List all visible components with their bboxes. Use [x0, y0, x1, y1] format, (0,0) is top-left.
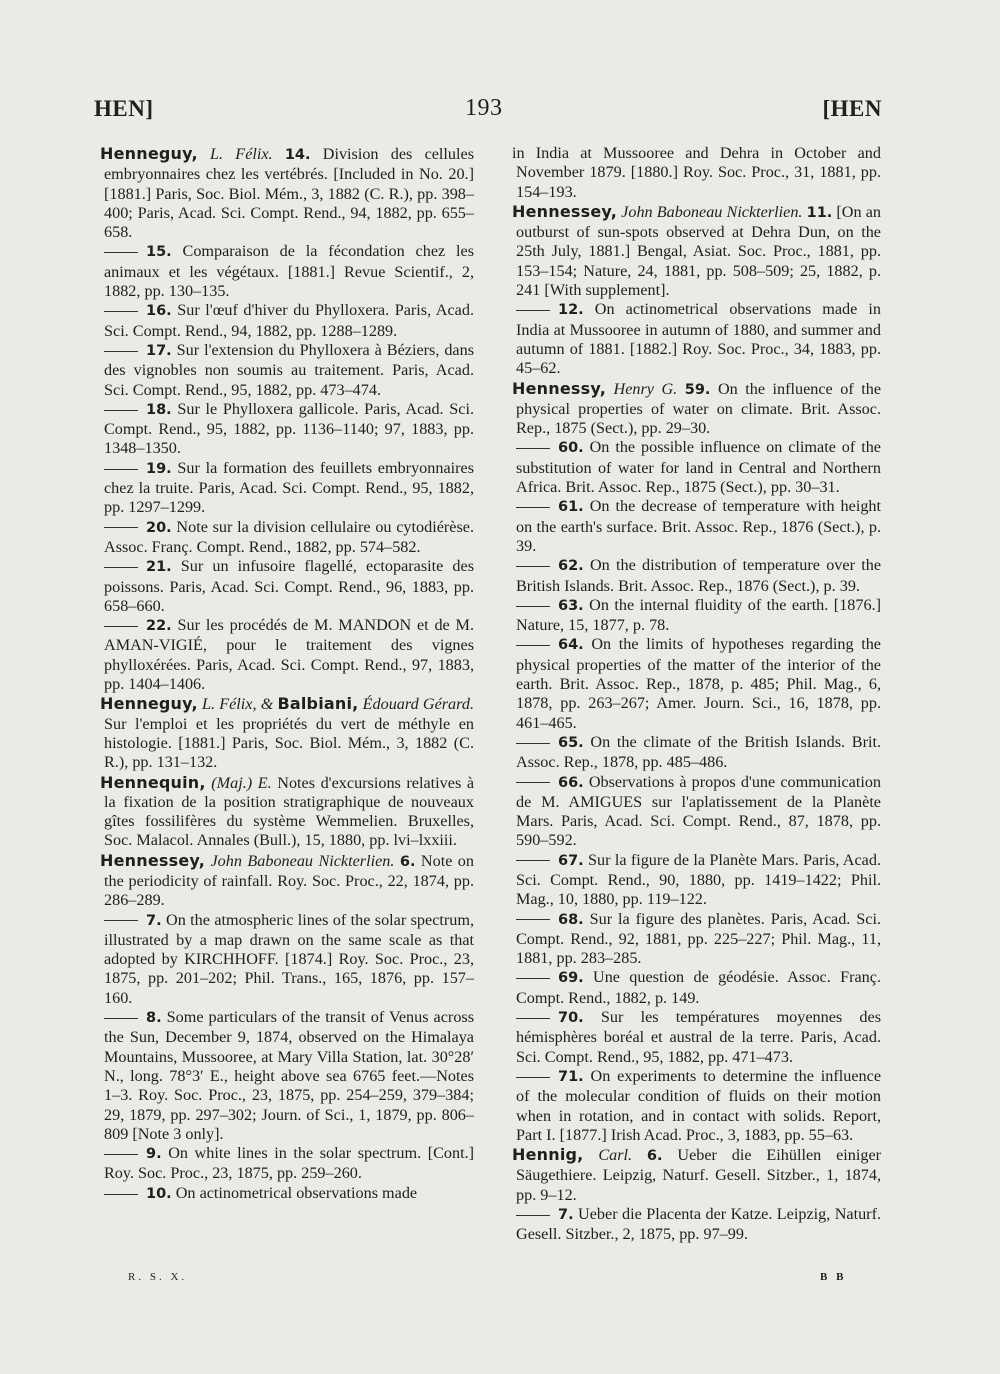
bibliography-entry — [512, 1145, 881, 1205]
entry-text: On white lines in the solar spectrum. [Cont.] Roy. Soc. Proc., 23, 1875, pp. 259–260. — [104, 1144, 474, 1183]
bibliography-entry — [512, 379, 881, 439]
ditto-dash — [104, 351, 138, 352]
author-given-name: John Baboneau Nickterlien. — [210, 851, 395, 870]
ditto-dash — [516, 1215, 550, 1216]
entry-text: [On an outburst of sun-spots observed at Dehra Dun, on the 25th July, 1881.] Bengal, Asiat. Soc. Proc., 1881, pp. 153–154; Nature, 24, 1881, pp. 508–509; 25, 1882, p. 241 [With supplement]. — [516, 202, 881, 300]
bibliography-entry — [512, 497, 881, 556]
entry-number: 17. — [146, 342, 172, 359]
author-given-name: L. Félix, & — [201, 695, 274, 714]
ditto-dash — [516, 1077, 550, 1078]
bibliography-entry — [100, 301, 474, 341]
bibliography-entry — [512, 773, 881, 851]
bibliography-entry — [512, 438, 881, 497]
ditto-dash — [104, 1154, 138, 1155]
ditto-dash — [516, 743, 550, 744]
bibliography-entry — [512, 968, 881, 1008]
entry-text: Sur les procédés de M. MANDON et de M. AMAN-VIGIÉ, pour le traitement des vignes phylloxérées. Paris, Acad. Sci. Compt. Rend., 97, 1883, pp. 1404–1406. — [104, 616, 475, 694]
entry-text: On the limits of hypotheses regarding the physical properties of the matter of the interior of the earth. Brit. Assoc. Rep., 1878, p. 485; Phil. Mag., 6, 1878, pp. 263–267; Amer. Journ. Sci., 16, 1878, pp. 461–465. — [516, 635, 881, 732]
author-given-name: John Baboneau Nickterlien. — [621, 202, 803, 221]
entry-number: 66. — [558, 774, 584, 791]
entry-number: 69. — [558, 970, 584, 987]
entry-number: 8. — [146, 1010, 162, 1027]
entry-number: 7. — [558, 1207, 574, 1224]
entry-number: 71. — [558, 1068, 584, 1085]
entry-text: On the influence of the physical properties of water on climate. Brit. Assoc. Rep., 1875 (Sect.), pp. 29–30. — [516, 379, 882, 438]
bibliography-entry — [512, 851, 881, 910]
page-number: 193 — [465, 95, 503, 121]
entry-number: 70. — [558, 1010, 584, 1027]
ditto-dash — [104, 252, 138, 253]
entry-number: 60. — [558, 440, 584, 457]
bibliography-entry — [100, 1184, 474, 1204]
entry-text: Some particulars of the transit of Venus across the Sun, December 9, 1874, observed on the Himalaya Mountains, Mussooree, at Mary Villa Station, lat. 30°28′ N., long. 78°3′ E., height above sea 6765 feet.—Notes 1–3. Roy. Soc. Proc., 23, 1875, pp. 254–259, 379–384; 29, 1879, pp. 297–302; Journ. of Sci., 1, 1879, pp. 806–809 [Note 3 only]. — [104, 1008, 475, 1143]
author-name: Balbiani, — [277, 694, 359, 714]
author-name: Henneguy, — [100, 694, 198, 714]
ditto-dash — [516, 448, 550, 449]
entry-text: Ueber die Placenta der Katze. Leipzig, Naturf. Gesell. Sitzber., 2, 1875, pp. 97–99. — [516, 1205, 882, 1244]
entry-number: 10. — [146, 1185, 172, 1202]
bibliography-entry — [512, 300, 881, 378]
ditto-dash — [516, 860, 550, 861]
right-column — [512, 144, 881, 1245]
entry-text: On experiments to determine the influence of the molecular condition of fluids on their motion when in rotation, and in contact with solids. Report, Part I. [1877.] Irish Acad. Proc., 3, 1883, pp. 55–63. — [516, 1066, 882, 1144]
entry-text: Une question de géodésie. Assoc. Franç. Compt. Rend., 1882, p. 149. — [516, 968, 882, 1007]
footer-signature: R. S. X. — [128, 1271, 188, 1283]
entry-number: 62. — [558, 558, 584, 575]
entry-text: Sur le Phylloxera gallicole. Paris, Acad. Sci. Compt. Rend., 95, 1882, pp. 1136–1140; 97, 1883, pp. 1348–1350. — [104, 399, 475, 458]
entry-number: 59. — [684, 381, 711, 398]
author-name: Hennessey, — [100, 850, 206, 870]
bibliography-entry — [512, 733, 881, 773]
ditto-dash — [516, 1018, 550, 1019]
entry-number: 11. — [806, 204, 833, 221]
left-column — [100, 144, 474, 1204]
entry-text: Note on the periodicity of rainfall. Roy. Soc. Proc., 22, 1874, pp. 286–289. — [104, 851, 474, 910]
ditto-dash — [104, 920, 138, 921]
entry-text: Sur la figure de la Planète Mars. Paris, Acad. Sci. Compt. Rend., 90, 1880, pp. 1419–1422; Phil. Mag., 10, 1880, pp. 119–122. — [516, 850, 881, 909]
entry-number: 16. — [146, 303, 172, 320]
entry-text: On the internal fluidity of the earth. [1876.] Nature, 15, 1877, p. 78. — [516, 595, 882, 635]
entry-text: Sur la figure des planètes. Paris, Acad. Sci. Compt. Rend., 92, 1881, pp. 225–227; Phil. Mag., 11, 1881, pp. 283–285. — [516, 909, 881, 968]
entry-text: On the climate of the British Islands. Brit. Assoc. Rep., 1878, pp. 485–486. — [516, 732, 882, 772]
bibliography-entry — [100, 518, 474, 558]
ditto-dash — [104, 311, 138, 312]
author-name: Hennig, — [512, 1145, 584, 1165]
entry-number: 61. — [558, 499, 584, 516]
ditto-dash — [516, 606, 550, 607]
ditto-dash — [104, 469, 138, 470]
entry-text: On the decrease of temperature with height on the earth's surface. Brit. Assoc. Rep., 1876 (Sect.), p. 39. — [516, 497, 882, 555]
author-name: Henneguy, — [100, 144, 198, 163]
entry-text: in India at Mussooree and Dehra in October and November 1879. [1880.] Roy. Soc. Proc., 31, 1881, pp. 154–193. — [512, 144, 881, 201]
bibliography-entry — [512, 1067, 881, 1145]
entry-text: On actinometrical observations made — [175, 1183, 418, 1202]
bibliography-entry — [100, 1008, 474, 1144]
bibliography-entry — [512, 635, 881, 732]
bibliography-entry — [100, 773, 474, 851]
entry-text: On the atmospheric lines of the solar spectrum, illustrated by a map drawn on the same scale as that adopted by KIRCHHOFF. [1874.] Roy. Soc. Proc., 23, 1875, pp. 201–202; Phil. Trans., 165, 1876, pp. 157–160. — [104, 910, 475, 1007]
entry-number: 20. — [146, 519, 172, 536]
entry-number: 6. — [646, 1148, 663, 1165]
entry-text: Observations à propos d'une communication de M. AMIGUES sur l'aplatissement de la Planète Mars. Paris, Acad. Sci. Compt. Rend., 87, 1878, pp. 590–592. — [516, 772, 882, 850]
entry-text: On the distribution of temperature over the British Islands. Brit. Assoc. Rep., 1876 (Sect.), p. 39. — [516, 556, 882, 595]
entry-number: 9. — [146, 1146, 162, 1163]
entry-text: Sur l'extension du Phylloxera à Béziers, dans des vignobles non soumis au traitement. Paris, Acad. Sci. Compt. Rend., 95, 1882, pp. 473–474. — [104, 340, 475, 399]
entry-number: 14. — [284, 147, 311, 163]
ditto-dash — [516, 782, 550, 783]
entry-text: Sur l'emploi et les propriétés du vert de méthyle en histologie. [1881.] Paris, Soc. Biol. Mém., 3, 1882 (C. R.), pp. 131–132. — [104, 714, 474, 772]
entry-text: Division des cellules embryonnaires chez les vertébrés. [Included in No. 20.] [1881.] Paris, Soc. Biol. Mém., 3, 1882 (C. R.), pp. 398–400; Paris, Acad. Sci. Compt. Rend., 94, 1882, pp. 655–658. — [104, 145, 475, 242]
entry-number: 64. — [558, 637, 584, 654]
bibliography-entry — [100, 911, 474, 1008]
entry-text: On the possible influence on climate of the substitution of water for land in Central and Northern Africa. Brit. Assoc. Rep., 1875 (Sect.), pp. 30–31. — [516, 438, 881, 497]
bibliography-entry — [512, 910, 881, 969]
ditto-dash — [516, 919, 550, 920]
ditto-dash — [516, 566, 550, 567]
bibliography-entry — [100, 851, 474, 911]
author-name: Hennequin, — [100, 772, 206, 792]
bibliography-entry — [100, 341, 474, 400]
bibliography-entry — [512, 1008, 881, 1067]
entry-number: 65. — [558, 734, 584, 751]
entry-text: Notes d'excursions relatives à la fixation de la position stratigraphique de nouveaux gîtes fossilifères du système Wemmelien. Bruxelles, Soc. Malacol. Annales (Bull.), 15, 1880, pp. lvi–lxxiii. — [104, 773, 474, 850]
entry-text: Note sur la division cellulaire ou cytodiérèse. Assoc. Franç. Compt. Rend., 1882, pp. 574–582. — [104, 517, 474, 556]
ditto-dash — [104, 527, 138, 528]
running-head-right: [HEN — [822, 96, 882, 121]
bibliography-entry — [100, 1144, 474, 1184]
running-head-left: HEN] — [94, 96, 154, 121]
bibliography-entry — [100, 616, 474, 694]
author-given-name: (Maj.) E. — [211, 773, 272, 792]
author-given-name: Henry G. — [613, 379, 678, 398]
author-name: Hennessy, — [512, 378, 606, 398]
ditto-dash — [104, 626, 138, 627]
entry-text: On actinometrical observations made in India at Mussooree in autumn of 1880, and summer and autumn of 1881. [1882.] Roy. Soc. Proc., 34, 1883, pp. 45–62. — [516, 300, 881, 378]
ditto-dash — [516, 310, 550, 311]
ditto-dash — [104, 1194, 138, 1195]
entry-number: 21. — [146, 559, 172, 576]
bibliography-entry — [100, 144, 474, 242]
bibliography-entry — [100, 400, 474, 459]
entry-number: 6. — [399, 853, 416, 870]
ditto-dash — [104, 410, 138, 411]
ditto-dash — [104, 567, 138, 568]
entry-number: 67. — [558, 852, 584, 869]
author-given-name: Édouard Gérard. — [362, 695, 474, 714]
author-given-name: Carl. — [598, 1146, 633, 1165]
entry-text: Sur l'œuf d'hiver du Phylloxera. Paris, Acad. Sci. Compt. Rend., 94, 1882, pp. 1288–1289. — [104, 301, 474, 340]
entry-text: Comparaison de la fécondation chez les animaux et les végétaux. [1881.] Revue Scientif., 2, 1882, pp. 130–135. — [104, 242, 475, 301]
bibliography-entry — [512, 202, 881, 300]
bibliography-entry — [100, 694, 474, 772]
author-given-name: L. Félix. — [210, 145, 273, 163]
ditto-dash — [104, 1018, 138, 1019]
footer-gathering-mark: B B — [820, 1271, 847, 1283]
entry-number: 12. — [558, 302, 584, 319]
entry-number: 22. — [146, 618, 172, 635]
bibliography-entry — [512, 596, 881, 636]
entry-number: 15. — [146, 244, 172, 261]
entry-text: Ueber die Eihüllen einiger Säugethiere. Leipzig, Naturf. Gesell. Sitzber., 1, 1874, pp. 9–12. — [516, 1146, 882, 1204]
entry-number: 19. — [146, 460, 172, 477]
entry-text: Sur un infusoire flagellé, ectoparasite des poissons. Paris, Acad. Sci. Compt. Rend., 96, 1883, pp. 658–660. — [104, 557, 474, 615]
entry-number: 7. — [146, 912, 162, 929]
bibliography-entry — [100, 557, 474, 616]
bibliography-entry — [512, 144, 881, 202]
bibliography-entry — [512, 556, 881, 596]
bibliography-entry — [100, 459, 474, 518]
bibliography-entry — [512, 1205, 881, 1245]
ditto-dash — [516, 978, 550, 979]
entry-text: Sur les températures moyennes des hémisphères boréal et austral de la terre. Paris, Acad. Sci. Compt. Rend., 95, 1882, pp. 471–473. — [516, 1008, 882, 1066]
bibliography-entry — [100, 242, 474, 301]
entry-number: 63. — [558, 597, 584, 614]
ditto-dash — [516, 645, 550, 646]
entry-text: Sur la formation des feuillets embryonnaires chez la truite. Paris, Acad. Sci. Compt. Rend., 95, 1882, pp. 1297–1299. — [104, 458, 474, 517]
author-name: Hennessey, — [512, 201, 618, 221]
entry-number: 68. — [558, 911, 584, 928]
entry-number: 18. — [146, 401, 172, 418]
ditto-dash — [516, 507, 550, 508]
